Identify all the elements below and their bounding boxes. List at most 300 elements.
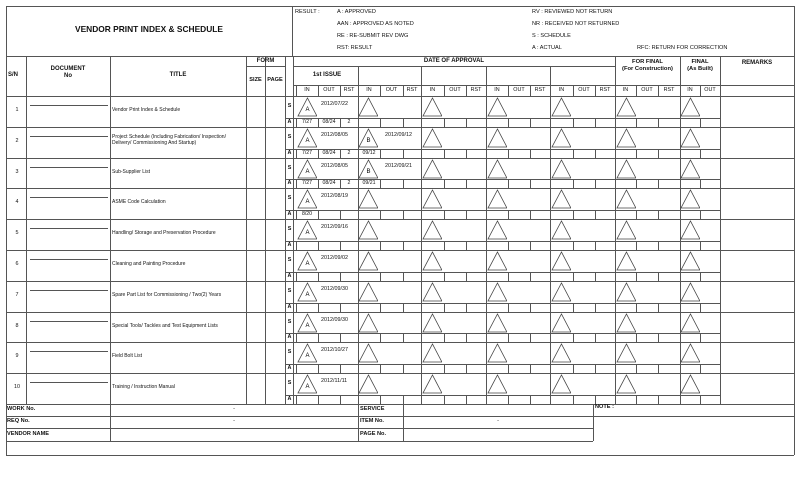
subcolumn-divider xyxy=(595,333,596,342)
subcolumn-divider xyxy=(466,85,467,96)
legend-left-item: A : APPROVED xyxy=(337,9,376,15)
approval-triangle-icon xyxy=(680,220,701,240)
column-header-for-final: FOR FINAL (For Construction) xyxy=(622,59,673,72)
row-actual-in-2: 09/12 xyxy=(362,149,376,156)
row-actual-rst: 2 xyxy=(347,149,351,156)
document-no-line xyxy=(30,228,108,229)
column-header-out: OUT xyxy=(323,87,335,93)
subcolumn-divider xyxy=(636,149,637,158)
approval-result-code: A xyxy=(304,261,310,268)
subcolumn-divider xyxy=(508,303,509,312)
approval-triangle-icon xyxy=(616,189,637,209)
row-label-schedule: S xyxy=(287,287,292,294)
subcolumn-divider xyxy=(380,179,381,188)
subcolumn-divider xyxy=(403,364,404,373)
row-title: ASME Code Calculation xyxy=(112,199,166,206)
approval-triangle-icon xyxy=(422,159,443,179)
subcolumn-divider xyxy=(658,179,659,188)
subcolumn-divider xyxy=(340,395,341,404)
approval-triangle-icon xyxy=(616,159,637,179)
subcolumn-divider xyxy=(403,333,404,342)
subcolumn-divider xyxy=(444,395,445,404)
approval-triangle-icon xyxy=(422,282,443,302)
subcolumn-divider xyxy=(680,364,681,373)
subcolumn-divider xyxy=(466,303,467,312)
req-no-value: - xyxy=(233,418,235,424)
subcolumn-divider xyxy=(421,241,422,250)
row-label-actual: A xyxy=(287,396,292,402)
approval-triangle-icon xyxy=(680,343,701,363)
footer-divider xyxy=(358,404,359,441)
approval-triangle-icon xyxy=(551,220,572,240)
subcolumn-divider xyxy=(466,364,467,373)
subcolumn-divider xyxy=(486,364,487,373)
row-label-schedule: S xyxy=(287,318,292,325)
subcolumn-divider xyxy=(530,210,531,219)
subcolumn-divider xyxy=(680,333,681,342)
subcolumn-divider xyxy=(508,179,509,188)
subcolumn-divider xyxy=(318,303,319,312)
approval-triangle-icon xyxy=(616,251,637,271)
page-no-label: PAGE No. xyxy=(360,431,387,437)
subcolumn-divider xyxy=(530,118,531,127)
column-header-first-issue: 1st ISSUE xyxy=(312,72,342,78)
row-actual-out: 08/24 xyxy=(322,149,336,156)
approval-triangle-icon xyxy=(358,159,379,179)
column-header-page: PAGE xyxy=(267,77,283,83)
sheet-right-border xyxy=(794,6,795,455)
column-divider xyxy=(26,56,27,404)
row-actual-in: 7/27 xyxy=(301,149,313,156)
column-divider xyxy=(720,56,721,404)
approval-triangle-icon xyxy=(680,97,701,117)
approval-triangle-icon xyxy=(422,374,443,394)
legend-left-item: AAN : APPROVED AS NOTED xyxy=(337,21,414,27)
subcolumn-divider xyxy=(466,118,467,127)
subcolumn-divider xyxy=(508,395,509,404)
row-schedule-date: 2012/09/30 xyxy=(321,285,348,292)
approval-result-code: B xyxy=(365,137,371,144)
subcolumn-divider xyxy=(615,210,616,219)
row-schedule-date: 2012/09/02 xyxy=(321,255,348,261)
subcolumn-divider xyxy=(466,149,467,158)
subcolumn-divider xyxy=(658,364,659,373)
subcolumn-divider xyxy=(550,210,551,219)
subcolumn-divider xyxy=(550,303,551,312)
note-label: NOTE : xyxy=(595,404,614,410)
document-no-line xyxy=(30,259,108,260)
approval-triangle-icon xyxy=(358,374,379,394)
subcolumn-divider xyxy=(486,303,487,312)
column-header-remarks: REMARKS xyxy=(741,60,773,66)
approval-triangle-icon xyxy=(680,282,701,302)
column-header-in: IN xyxy=(304,87,310,93)
approval-result-code: A xyxy=(304,168,310,175)
column-divider xyxy=(110,56,111,404)
subcolumn-divider xyxy=(595,364,596,373)
approval-result-code: A xyxy=(304,107,310,114)
subcolumn-divider xyxy=(421,333,422,342)
subcolumn-divider xyxy=(595,241,596,250)
subcolumn-divider xyxy=(573,85,574,96)
subcolumn-divider xyxy=(700,149,701,158)
subcolumn-divider xyxy=(658,149,659,158)
approval-triangle-icon xyxy=(487,97,508,117)
subcolumn-divider xyxy=(380,149,381,158)
row-sn: 1 xyxy=(15,107,19,113)
subcolumn-divider xyxy=(636,364,637,373)
row-border xyxy=(6,281,794,282)
service-label: SERVICE xyxy=(360,406,385,412)
document-no-line xyxy=(30,321,108,322)
approval-triangle-icon xyxy=(680,374,701,394)
approval-triangle-icon xyxy=(422,220,443,240)
subcolumn-divider xyxy=(444,210,445,219)
subcolumn-divider xyxy=(358,395,359,404)
subcolumn-divider xyxy=(444,333,445,342)
subcolumn-divider xyxy=(358,241,359,250)
row-sn: 9 xyxy=(15,353,19,360)
subcolumn-divider xyxy=(358,210,359,219)
approval-result-code: A xyxy=(304,230,310,237)
vendor-name-label: VENDOR NAME xyxy=(7,431,49,437)
subcolumn-divider xyxy=(380,272,381,281)
row-split-line xyxy=(285,179,720,180)
approval-result-code: A xyxy=(304,353,310,360)
subcolumn-divider xyxy=(615,241,616,250)
subcolumn-divider xyxy=(530,85,531,96)
approval-triangle-icon xyxy=(551,97,572,117)
subcolumn-divider xyxy=(595,210,596,219)
subcolumn-divider xyxy=(466,241,467,250)
subcolumn-divider xyxy=(680,85,681,96)
subcolumn-divider xyxy=(573,395,574,404)
subcolumn-divider xyxy=(508,272,509,281)
row-actual-in-2: 09/21 xyxy=(362,180,376,187)
subcolumn-divider xyxy=(403,118,404,127)
subcolumn-divider xyxy=(340,210,341,219)
row-border xyxy=(6,188,794,189)
row-split-line xyxy=(285,149,720,150)
approval-triangle-icon xyxy=(297,251,318,271)
subcolumn-divider xyxy=(680,395,681,404)
subcolumn-divider xyxy=(358,333,359,342)
row-label-actual: A xyxy=(287,149,292,156)
approval-triangle-icon xyxy=(616,282,637,302)
row-sn: 7 xyxy=(15,291,19,298)
legend-left-item: RE : RE-SUBMIT REV DWG xyxy=(337,33,409,39)
subcolumn-divider xyxy=(508,210,509,219)
subcolumn-divider xyxy=(573,179,574,188)
row-split-line xyxy=(285,210,720,211)
column-header-out: OUT xyxy=(641,87,653,93)
subcolumn-divider xyxy=(421,85,422,96)
column-header-rst: RST xyxy=(663,87,675,93)
column-header-out: OUT xyxy=(385,87,398,93)
subcolumn-divider xyxy=(636,118,637,127)
row-split-line xyxy=(285,333,720,334)
legend-left-item: RST: RESULT xyxy=(337,45,373,51)
subcolumn-divider xyxy=(444,85,445,96)
column-divider xyxy=(293,56,294,404)
row-actual-rst: 2 xyxy=(347,180,351,187)
document-no-line xyxy=(30,136,108,137)
subcolumn-divider xyxy=(296,333,297,342)
row-label-schedule: S xyxy=(287,257,292,263)
document-no-line xyxy=(30,197,108,198)
row-label-actual: A xyxy=(287,365,292,372)
subcolumn-divider xyxy=(486,179,487,188)
subcolumn-divider xyxy=(421,272,422,281)
subcolumn-divider xyxy=(296,364,297,373)
subcolumn-divider xyxy=(380,333,381,342)
subcolumn-divider xyxy=(421,118,422,127)
row-border xyxy=(6,404,794,405)
approval-triangle-icon xyxy=(297,97,318,117)
approval-triangle-icon xyxy=(422,313,443,333)
column-header-in: IN xyxy=(687,87,693,93)
work-no-value: - xyxy=(233,406,235,412)
subcolumn-divider xyxy=(296,272,297,281)
column-divider xyxy=(246,56,247,404)
column-header-out: OUT xyxy=(578,87,590,93)
document-no-line xyxy=(30,382,108,383)
column-header-rst: RST xyxy=(470,87,482,93)
sheet-left-border xyxy=(6,6,7,455)
row-actual-in: 7/27 xyxy=(301,118,313,125)
column-header-document: DOCUMENT No xyxy=(50,66,86,79)
row-title: Cleaning and Painting Procedure xyxy=(112,261,186,267)
subcolumn-divider xyxy=(421,179,422,188)
subcolumn-divider xyxy=(680,149,681,158)
approval-triangle-icon xyxy=(680,251,701,271)
column-header-final: FINAL (As Built) xyxy=(687,59,713,72)
row-label-schedule: S xyxy=(287,226,292,233)
row-border xyxy=(6,219,794,220)
subcolumn-divider xyxy=(615,118,616,127)
approval-triangle-icon xyxy=(422,343,443,363)
subcolumn-divider xyxy=(595,149,596,158)
subcolumn-divider xyxy=(550,85,551,96)
subcolumn-divider xyxy=(530,179,531,188)
subcolumn-divider xyxy=(296,241,297,250)
form-header-line xyxy=(246,66,285,67)
sheet-top-border xyxy=(6,6,794,7)
subcolumn-divider xyxy=(573,303,574,312)
subcolumn-divider xyxy=(573,149,574,158)
column-header-title: TITLE xyxy=(169,72,187,78)
approval-triangle-icon xyxy=(551,313,572,333)
legend-right-item: RV : REVIEWED NOT RETURN xyxy=(532,9,613,15)
document-no-line xyxy=(30,167,108,168)
subcolumn-divider xyxy=(486,118,487,127)
subcolumn-divider xyxy=(340,364,341,373)
subcolumn-divider xyxy=(636,179,637,188)
subcolumn-divider xyxy=(700,272,701,281)
legend-rfc-item: RFC: RETURN FOR CORRECTION xyxy=(637,45,728,51)
subcolumn-divider xyxy=(636,333,637,342)
row-actual-in: 8/20 xyxy=(301,211,313,218)
row-schedule-date: 2012/09/16 xyxy=(321,224,348,231)
row-title: Spare Part List for Commissioning / Two(2) Years xyxy=(112,291,222,298)
approval-triangle-icon xyxy=(297,374,318,394)
item-no-value: - xyxy=(497,418,499,424)
row-split-line xyxy=(285,395,720,396)
subcolumn-divider xyxy=(658,241,659,250)
row-title: Training / Instruction Manual xyxy=(112,384,175,391)
item-no-label: ITEM No. xyxy=(360,418,384,424)
approval-result-code: A xyxy=(304,384,310,391)
approval-triangle-icon xyxy=(297,313,318,333)
row-schedule-date: 2012/09/30 xyxy=(321,316,348,323)
legend-right-item: S : SCHEDULE xyxy=(532,33,571,39)
subcolumn-divider xyxy=(403,395,404,404)
sheet-bottom-border xyxy=(6,455,794,456)
approval-triangle-icon xyxy=(487,189,508,209)
subcolumn-divider xyxy=(444,118,445,127)
subcolumn-divider xyxy=(318,395,319,404)
subcolumn-divider xyxy=(296,85,297,96)
subcolumn-divider xyxy=(595,85,596,96)
row-schedule-date: 2012/10/27 xyxy=(321,347,348,354)
subcolumn-divider xyxy=(700,364,701,373)
subcolumn-divider xyxy=(615,303,616,312)
approval-triangle-icon xyxy=(358,282,379,302)
approval-triangle-icon xyxy=(297,128,318,148)
subcolumn-divider xyxy=(615,149,616,158)
column-header-sn: S/N xyxy=(8,72,19,78)
subcolumn-divider xyxy=(615,395,616,404)
subcolumn-divider xyxy=(573,364,574,373)
subcolumn-divider xyxy=(403,241,404,250)
subcolumn-divider xyxy=(550,272,551,281)
subcolumn-divider xyxy=(421,149,422,158)
column-header-out: OUT xyxy=(513,87,525,93)
approval-triangle-icon xyxy=(358,343,379,363)
subcolumn-divider xyxy=(403,303,404,312)
approval-triangle-icon xyxy=(487,374,508,394)
row-split-line xyxy=(285,118,720,119)
subcolumn-divider xyxy=(700,333,701,342)
subcolumn-divider xyxy=(680,118,681,127)
row-sn: 5 xyxy=(15,230,19,237)
row-label-actual: A xyxy=(287,303,292,310)
subcolumn-divider xyxy=(486,241,487,250)
subcolumn-divider xyxy=(486,395,487,404)
column-header-size: SIZE xyxy=(249,77,262,83)
approval-triangle-icon xyxy=(358,97,379,117)
subcolumn-divider xyxy=(658,333,659,342)
column-header-in: IN xyxy=(494,87,500,93)
req-no-label: REQ No. xyxy=(7,418,30,424)
row-schedule-date: 2012/08/05 xyxy=(321,131,348,138)
subcolumn-divider xyxy=(550,241,551,250)
column-header-rst: RST xyxy=(406,87,418,93)
subcolumn-divider xyxy=(380,210,381,219)
subcolumn-divider xyxy=(380,241,381,250)
row-actual-in: 7/27 xyxy=(301,180,313,187)
row-schedule-date: 2012/08/19 xyxy=(321,193,348,200)
work-no-label: WORK No. xyxy=(7,406,36,412)
subcolumn-divider xyxy=(595,272,596,281)
column-header-in: IN xyxy=(429,87,436,93)
subcolumn-divider xyxy=(421,395,422,404)
subcolumn-divider xyxy=(380,364,381,373)
subcolumn-divider xyxy=(380,395,381,404)
document-no-line xyxy=(30,105,108,106)
row-actual-rst: 2 xyxy=(347,118,351,125)
subcolumn-divider xyxy=(573,272,574,281)
approval-triangle-icon xyxy=(422,189,443,209)
subcolumn-divider xyxy=(508,241,509,250)
subcolumn-divider xyxy=(658,210,659,219)
approval-triangle-icon xyxy=(297,189,318,209)
subcolumn-divider xyxy=(530,395,531,404)
approval-triangle-icon xyxy=(487,282,508,302)
legend-right-item: NR : RECEIVED NOT RETURNED xyxy=(532,21,620,27)
approval-triangle-icon xyxy=(422,251,443,271)
header-bottom-border xyxy=(6,96,794,97)
subcolumn-divider xyxy=(318,210,319,219)
subcolumn-divider xyxy=(340,241,341,250)
row-split-line xyxy=(285,241,720,242)
approval-triangle-icon xyxy=(680,159,701,179)
approval-triangle-icon xyxy=(487,313,508,333)
approval-triangle-icon xyxy=(616,313,637,333)
approval-triangle-icon xyxy=(487,128,508,148)
approval-result-code: B xyxy=(365,168,371,175)
subcolumn-divider xyxy=(530,364,531,373)
subcolumn-divider xyxy=(508,149,509,158)
subcolumn-divider xyxy=(466,333,467,342)
row-sn: 6 xyxy=(15,261,19,267)
subcolumn-divider xyxy=(340,85,341,96)
subcolumn-divider xyxy=(700,210,701,219)
subcolumn-divider xyxy=(615,364,616,373)
subcolumn-divider xyxy=(550,333,551,342)
subcolumn-divider xyxy=(403,179,404,188)
column-divider xyxy=(265,56,266,404)
subcolumn-divider xyxy=(636,395,637,404)
approval-triangle-icon xyxy=(680,128,701,148)
approval-result-code: A xyxy=(304,291,310,298)
row-title: Special Tools/ Tackles and Test Equipment Lists xyxy=(112,322,218,329)
subcolumn-divider xyxy=(466,395,467,404)
subcolumn-divider xyxy=(486,272,487,281)
column-header-in: IN xyxy=(622,87,629,93)
subcolumn-divider xyxy=(680,179,681,188)
subcolumn-divider xyxy=(658,85,659,96)
subcolumn-divider xyxy=(421,210,422,219)
approval-triangle-icon xyxy=(487,220,508,240)
subcolumn-divider xyxy=(380,118,381,127)
subcolumn-divider xyxy=(508,85,509,96)
subcolumn-divider xyxy=(340,272,341,281)
column-header-in: IN xyxy=(558,87,565,93)
subcolumn-divider xyxy=(636,272,637,281)
row-schedule-date: 2012/08/05 xyxy=(321,162,348,169)
subcolumn-divider xyxy=(358,364,359,373)
row-schedule-date: 2012/11/11 xyxy=(321,378,348,385)
approval-result-code: A xyxy=(304,137,310,144)
approval-triangle-icon xyxy=(551,159,572,179)
approval-triangle-icon xyxy=(551,282,572,302)
subcolumn-divider xyxy=(658,118,659,127)
subcolumn-divider xyxy=(444,241,445,250)
footer-divider xyxy=(593,404,594,441)
row-title: Handling/ Storage and Preservation Procedure xyxy=(112,230,216,237)
subcolumn-divider xyxy=(444,303,445,312)
